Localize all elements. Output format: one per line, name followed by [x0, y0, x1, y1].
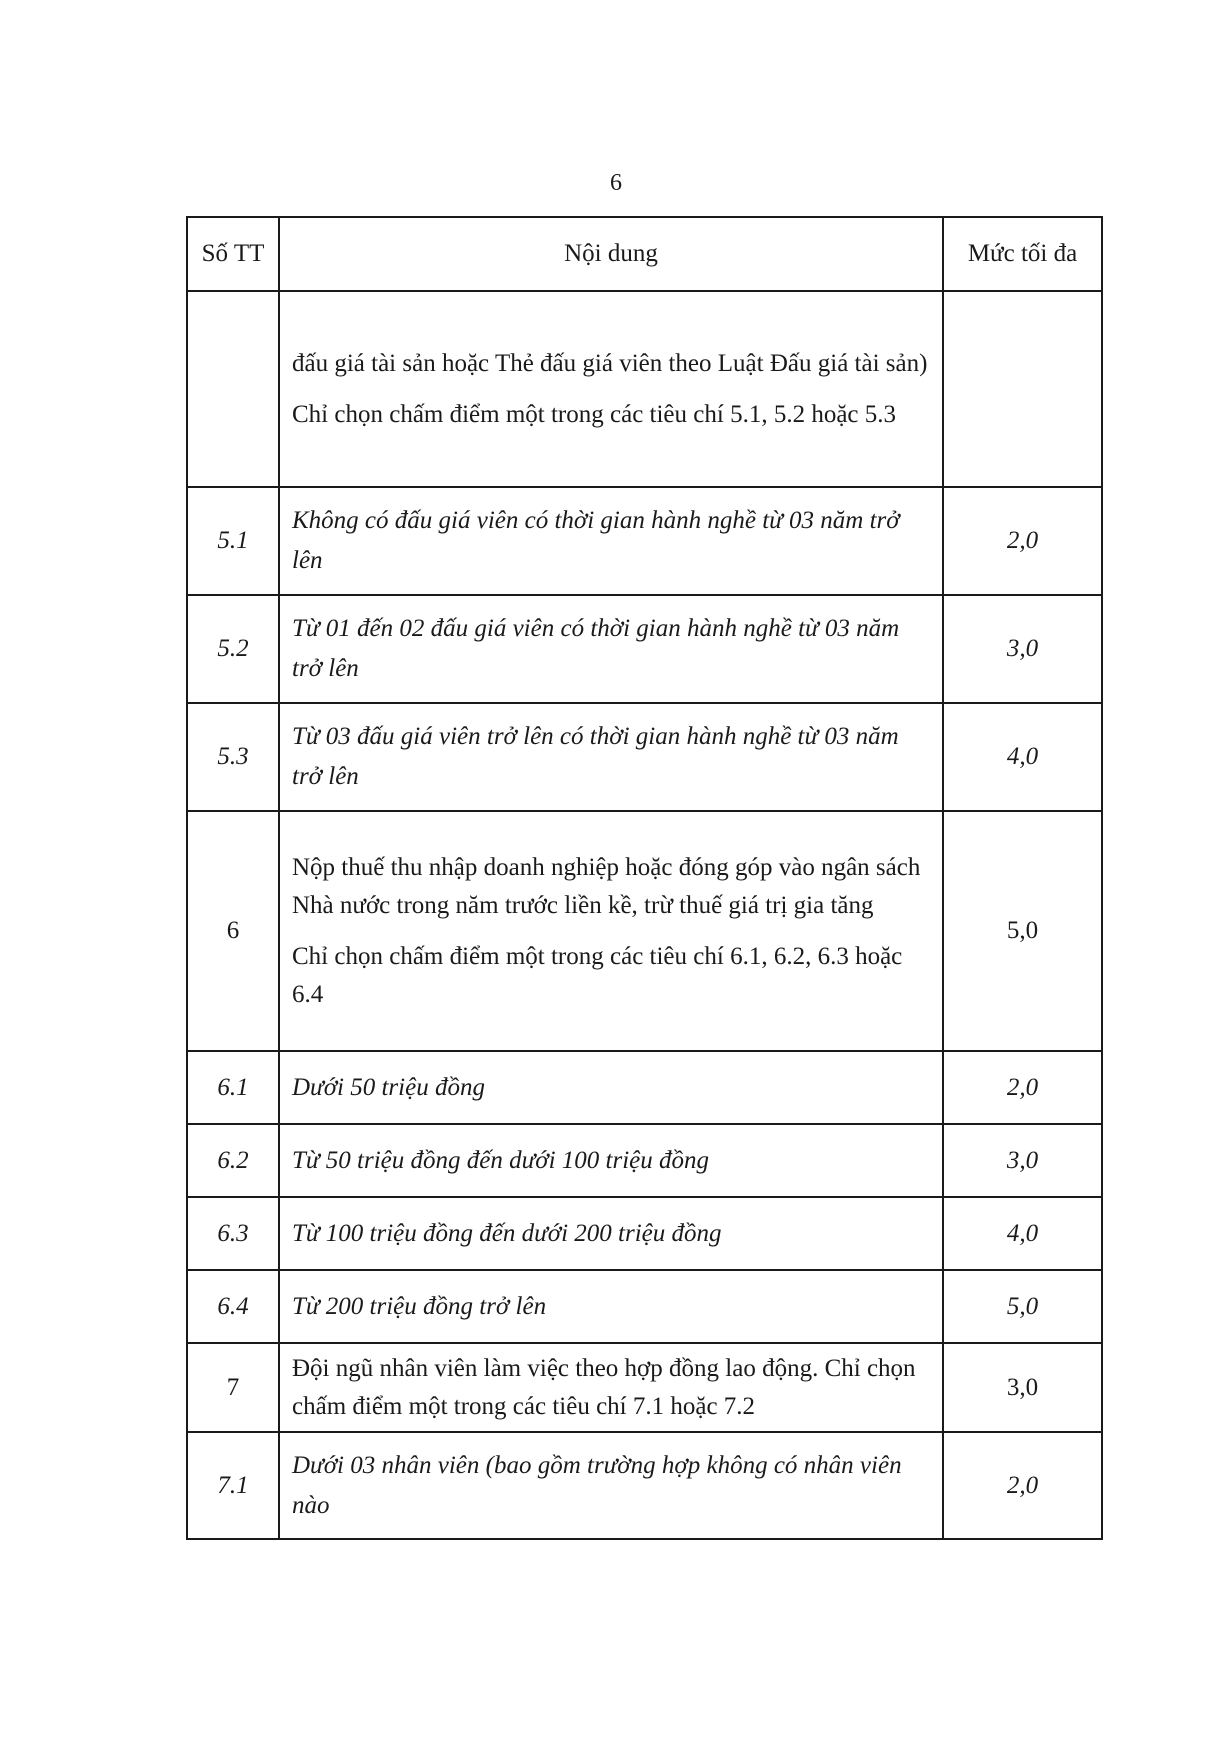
row-content [279, 703, 943, 811]
row-stt: 7 [187, 1343, 279, 1432]
table-row [187, 1343, 1102, 1432]
table-row [187, 595, 1102, 703]
table-row [187, 1197, 1102, 1270]
row-stt: 6.4 [187, 1270, 279, 1343]
row-content [279, 595, 943, 703]
table-row [187, 487, 1102, 595]
row-stt: 5.3 [187, 703, 279, 811]
table-header-row [187, 217, 1102, 291]
row-stt: 5.1 [187, 487, 279, 595]
row-max: 2,0 [943, 1051, 1102, 1124]
page-number: 6 [610, 170, 622, 196]
row-paragraph: Từ 50 triệu đồng đến dưới 100 triệu đồng [292, 1146, 709, 1174]
row-stt: 6 [187, 811, 279, 1051]
row-max [943, 291, 1102, 487]
row-content [279, 291, 943, 487]
row-paragraph: Từ 100 triệu đồng đến dưới 200 triệu đồng [292, 1219, 722, 1247]
table-row [187, 1124, 1102, 1197]
row-stt: 6.2 [187, 1124, 279, 1197]
row-max: 5,0 [943, 811, 1102, 1051]
header-content: Nội dung [279, 217, 943, 291]
row-max: 3,0 [943, 1124, 1102, 1197]
row-max: 4,0 [943, 1197, 1102, 1270]
row-paragraph: Đội ngũ nhân viên làm việc theo hợp đồng lao động. Chỉ chọn chấm điểm một trong các tiêu chí 7.1 hoặc 7.2 [292, 1355, 916, 1420]
row-content [279, 1197, 943, 1270]
row-stt: 6.3 [187, 1197, 279, 1270]
row-paragraph: Nộp thuế thu nhập doanh nghiệp hoặc đóng góp vào ngân sách Nhà nước trong năm trước liền kề, trừ thuế giá trị gia tăng [292, 854, 921, 919]
row-max: 2,0 [943, 1432, 1102, 1539]
row-content [279, 811, 943, 1051]
table-row [187, 1051, 1102, 1124]
header-max: Mức tối đa [943, 217, 1102, 291]
table-row [187, 291, 1102, 487]
table-row [187, 1432, 1102, 1539]
row-content [279, 1051, 943, 1124]
row-stt: 5.2 [187, 595, 279, 703]
row-stt: 7.1 [187, 1432, 279, 1539]
row-content [279, 1432, 943, 1539]
row-paragraph: đấu giá tài sản hoặc Thẻ đấu giá viên theo Luật Đấu giá tài sản) [292, 349, 928, 377]
row-content [279, 487, 943, 595]
row-paragraph: Từ 01 đến 02 đấu giá viên có thời gian hành nghề từ 03 năm trở lên [292, 615, 900, 682]
header-stt: Số TT [187, 217, 279, 291]
row-max: 5,0 [943, 1270, 1102, 1343]
row-paragraph: Dưới 50 triệu đồng [292, 1073, 485, 1101]
row-paragraph: Chỉ chọn chấm điểm một trong các tiêu chí 5.1, 5.2 hoặc 5.3 [292, 401, 897, 428]
table-row [187, 811, 1102, 1051]
row-max: 2,0 [943, 487, 1102, 595]
row-paragraph: Chỉ chọn chấm điểm một trong các tiêu chí 6.1, 6.2, 6.3 hoặc 6.4 [292, 943, 903, 1008]
row-paragraph: Từ 03 đấu giá viên trở lên có thời gian hành nghề từ 03 năm trở lên [292, 723, 899, 790]
table-row [187, 1270, 1102, 1343]
table-row [187, 703, 1102, 811]
row-content [279, 1124, 943, 1197]
row-paragraph: Dưới 03 nhân viên (bao gồm trường hợp không có nhân viên nào [292, 1451, 902, 1519]
row-paragraph: Từ 200 triệu đồng trở lên [292, 1292, 547, 1320]
row-stt: 6.1 [187, 1051, 279, 1124]
row-stt [187, 291, 279, 487]
row-paragraph: Không có đấu giá viên có thời gian hành nghề từ 03 năm trở lên [292, 507, 900, 574]
row-max: 4,0 [943, 703, 1102, 811]
row-max: 3,0 [943, 595, 1102, 703]
row-content [279, 1343, 943, 1432]
row-content [279, 1270, 943, 1343]
row-max: 3,0 [943, 1343, 1102, 1432]
criteria-table [186, 216, 1103, 1540]
